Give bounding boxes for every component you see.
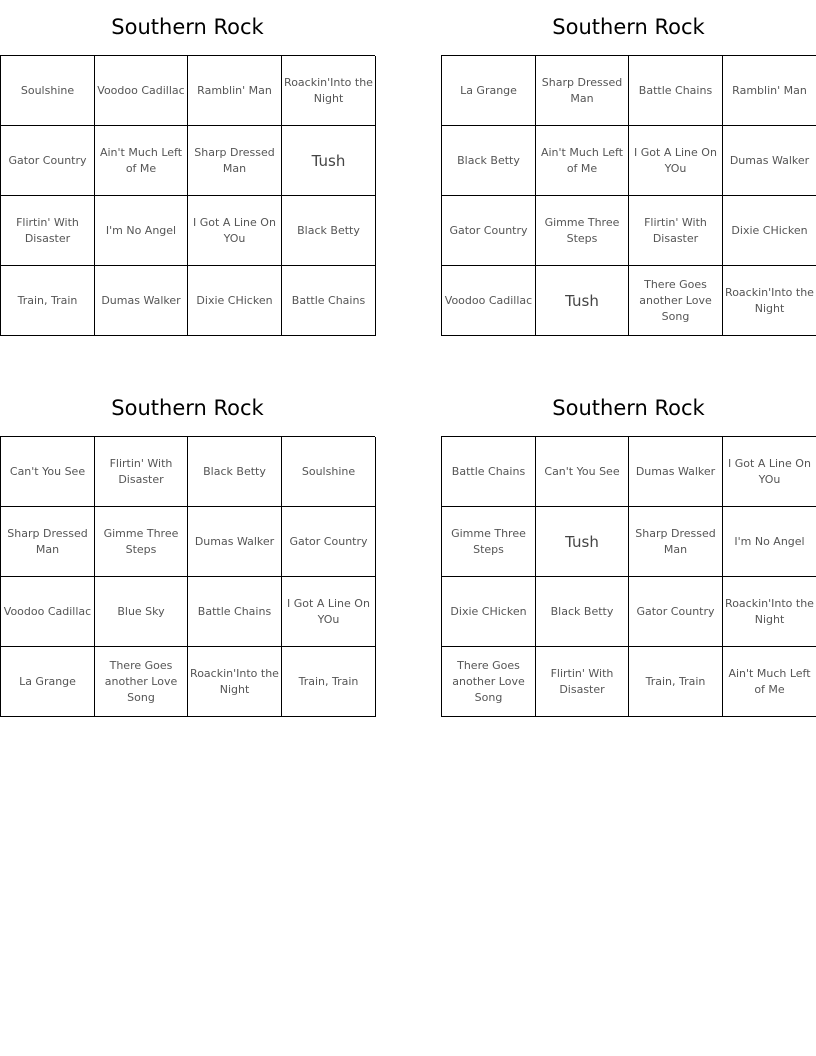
bingo-cell: Black Betty bbox=[536, 577, 629, 647]
bingo-cell: Dixie CHicken bbox=[723, 196, 816, 266]
bingo-card-3 bbox=[0, 381, 375, 717]
bingo-cell: Battle Chains bbox=[442, 437, 536, 507]
bingo-cell: Battle Chains bbox=[282, 266, 376, 336]
bingo-cell: There Goes another Love Song bbox=[629, 266, 723, 336]
bingo-cell: Can't You See bbox=[1, 437, 95, 507]
bingo-cell: Dixie CHicken bbox=[442, 577, 536, 647]
bingo-cell: Gimme Three Steps bbox=[536, 196, 629, 266]
bingo-cell: Gimme Three Steps bbox=[442, 507, 536, 577]
bingo-cell: Can't You See bbox=[536, 437, 629, 507]
bingo-cell: Black Betty bbox=[282, 196, 376, 266]
bingo-cell: Train, Train bbox=[282, 647, 376, 717]
bingo-cell: Tush bbox=[282, 126, 376, 196]
bingo-cell: Gator Country bbox=[442, 196, 536, 266]
bingo-cell: Flirtin' With Disaster bbox=[536, 647, 629, 717]
bingo-cell: I Got A Line On YOu bbox=[723, 437, 816, 507]
bingo-card-4 bbox=[441, 381, 816, 717]
bingo-cell: Roackin'Into the Night bbox=[723, 266, 816, 336]
bingo-cell: Gator Country bbox=[282, 507, 376, 577]
bingo-cell: Gator Country bbox=[629, 577, 723, 647]
bingo-cell: Dumas Walker bbox=[723, 126, 816, 196]
bingo-cell: Gimme Three Steps bbox=[95, 507, 188, 577]
bingo-cell: Flirtin' With Disaster bbox=[1, 196, 95, 266]
bingo-cell: Ramblin' Man bbox=[723, 56, 816, 126]
bingo-cell: Voodoo Cadillac bbox=[442, 266, 536, 336]
bingo-cell: Sharp Dressed Man bbox=[1, 507, 95, 577]
bingo-cell: Sharp Dressed Man bbox=[629, 507, 723, 577]
bingo-cell: There Goes another Love Song bbox=[442, 647, 536, 717]
bingo-cell: Ramblin' Man bbox=[188, 56, 282, 126]
bingo-cell: Tush bbox=[536, 266, 629, 336]
bingo-cell: Gator Country bbox=[1, 126, 95, 196]
bingo-cell: Flirtin' With Disaster bbox=[95, 437, 188, 507]
card-title: Southern Rock bbox=[552, 15, 705, 39]
bingo-cell: Black Betty bbox=[442, 126, 536, 196]
bingo-cell: Ain't Much Left of Me bbox=[723, 647, 816, 717]
bingo-card-1 bbox=[0, 0, 375, 336]
bingo-card-2 bbox=[441, 0, 816, 336]
bingo-cell: Soulshine bbox=[282, 437, 376, 507]
bingo-cell: Soulshine bbox=[1, 56, 95, 126]
bingo-cell: Sharp Dressed Man bbox=[188, 126, 282, 196]
bingo-cell: Dumas Walker bbox=[95, 266, 188, 336]
bingo-cell: La Grange bbox=[442, 56, 536, 126]
bingo-cell: I Got A Line On YOu bbox=[188, 196, 282, 266]
bingo-cell: Train, Train bbox=[629, 647, 723, 717]
bingo-cell: Ain't Much Left of Me bbox=[95, 126, 188, 196]
bingo-grid bbox=[0, 436, 375, 717]
card-title: Southern Rock bbox=[552, 396, 705, 420]
bingo-cell: Sharp Dressed Man bbox=[536, 56, 629, 126]
bingo-cell: Battle Chains bbox=[188, 577, 282, 647]
bingo-cell: Dumas Walker bbox=[188, 507, 282, 577]
bingo-cell: Blue Sky bbox=[95, 577, 188, 647]
bingo-grid bbox=[441, 55, 816, 336]
bingo-cell: La Grange bbox=[1, 647, 95, 717]
bingo-cell: Roackin'Into the Night bbox=[723, 577, 816, 647]
bingo-cell: Voodoo Cadillac bbox=[95, 56, 188, 126]
bingo-cell: Battle Chains bbox=[629, 56, 723, 126]
bingo-cell: I Got A Line On YOu bbox=[629, 126, 723, 196]
bingo-cell: Ain't Much Left of Me bbox=[536, 126, 629, 196]
bingo-cell: Dixie CHicken bbox=[188, 266, 282, 336]
bingo-grid bbox=[0, 55, 375, 336]
bingo-grid bbox=[441, 436, 816, 717]
bingo-cell: Train, Train bbox=[1, 266, 95, 336]
bingo-cell: I'm No Angel bbox=[723, 507, 816, 577]
bingo-cell: There Goes another Love Song bbox=[95, 647, 188, 717]
bingo-cell: Tush bbox=[536, 507, 629, 577]
bingo-cell: Voodoo Cadillac bbox=[1, 577, 95, 647]
bingo-cell: Roackin'Into the Night bbox=[282, 56, 376, 126]
bingo-cell: Black Betty bbox=[188, 437, 282, 507]
bingo-cell: Roackin'Into the Night bbox=[188, 647, 282, 717]
card-title: Southern Rock bbox=[111, 15, 264, 39]
bingo-cell: I'm No Angel bbox=[95, 196, 188, 266]
bingo-cell: Flirtin' With Disaster bbox=[629, 196, 723, 266]
card-title: Southern Rock bbox=[111, 396, 264, 420]
bingo-cell: I Got A Line On YOu bbox=[282, 577, 376, 647]
bingo-cell: Dumas Walker bbox=[629, 437, 723, 507]
